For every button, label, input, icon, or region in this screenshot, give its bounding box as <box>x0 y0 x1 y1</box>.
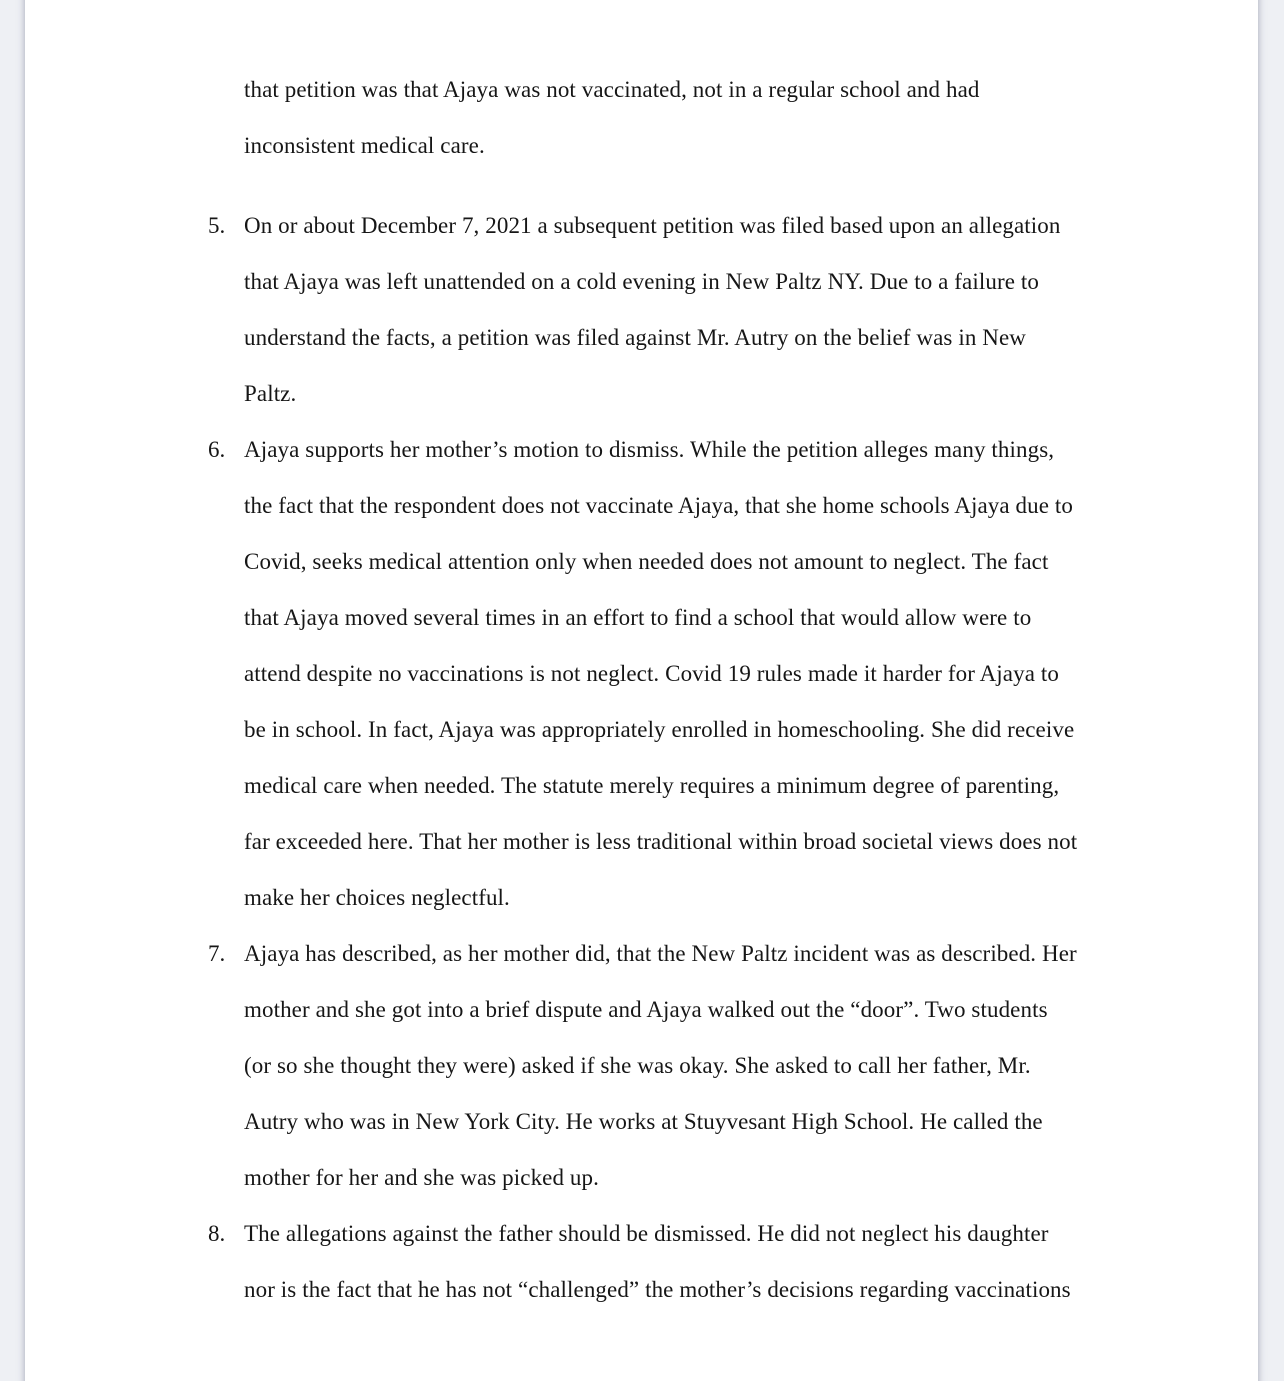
list-item-6-text <box>244 422 1124 926</box>
list-item-6 <box>208 422 1124 926</box>
document-page <box>25 0 1258 1381</box>
list-item-7-text <box>244 926 1124 1206</box>
text-line: mother and she got into a brief dispute and Ajaya walked out the “door”. Two students <box>244 997 1048 1022</box>
text-line: be in school. In fact, Ajaya was appropriately enrolled in homeschooling. She did receive <box>244 717 1075 742</box>
text-line: that petition was that Ajaya was not vaccinated, not in a regular school and had <box>244 77 980 102</box>
list-item-5-text <box>244 198 1124 422</box>
text-line: mother for her and she was picked up. <box>244 1165 599 1190</box>
list-number: 8. <box>208 1221 226 1246</box>
list-item-8 <box>208 1206 1124 1318</box>
text-line: (or so she thought they were) asked if she was okay. She asked to call her father, Mr. <box>244 1053 1031 1078</box>
text-line: The allegations against the father should be dismissed. He did not neglect his daughter <box>244 1221 1049 1246</box>
paragraph-4-continuation <box>244 62 1124 174</box>
list-number: 5. <box>208 213 226 238</box>
list-number: 7. <box>208 941 226 966</box>
text-line: inconsistent medical care. <box>244 133 485 158</box>
text-line: Autry who was in New York City. He works at Stuyvesant High School. He called the <box>244 1109 1043 1134</box>
list-item-5 <box>208 198 1124 422</box>
text-line: On or about December 7, 2021 a subsequent petition was filed based upon an allegation <box>244 213 1061 238</box>
document-content <box>208 62 1124 1318</box>
text-line: Ajaya supports her mother’s motion to dismiss. While the petition alleges many things, <box>244 437 1055 462</box>
text-line: Ajaya has described, as her mother did, that the New Paltz incident was as described. Her <box>244 941 1077 966</box>
list-number: 6. <box>208 437 226 462</box>
text-line: attend despite no vaccinations is not neglect. Covid 19 rules made it harder for Ajaya to <box>244 661 1059 686</box>
text-line: far exceeded here. That her mother is less traditional within broad societal views does not <box>244 829 1078 854</box>
text-line: understand the facts, a petition was filed against Mr. Autry on the belief was in New <box>244 325 1026 350</box>
text-line: nor is the fact that he has not “challenged” the mother’s decisions regarding vaccinations <box>244 1277 1071 1302</box>
list-item-8-text <box>244 1206 1124 1318</box>
text-line: that Ajaya was left unattended on a cold evening in New Paltz NY. Due to a failure to <box>244 269 1039 294</box>
list-item-7 <box>208 926 1124 1206</box>
text-line: that Ajaya moved several times in an effort to find a school that would allow were to <box>244 605 1032 630</box>
text-line: the fact that the respondent does not vaccinate Ajaya, that she home schools Ajaya due to <box>244 493 1073 518</box>
text-line: medical care when needed. The statute merely requires a minimum degree of parenting, <box>244 773 1060 798</box>
text-line: Covid, seeks medical attention only when needed does not amount to neglect. The fact <box>244 549 1049 574</box>
text-line: Paltz. <box>244 381 297 406</box>
text-line: make her choices neglectful. <box>244 885 510 910</box>
